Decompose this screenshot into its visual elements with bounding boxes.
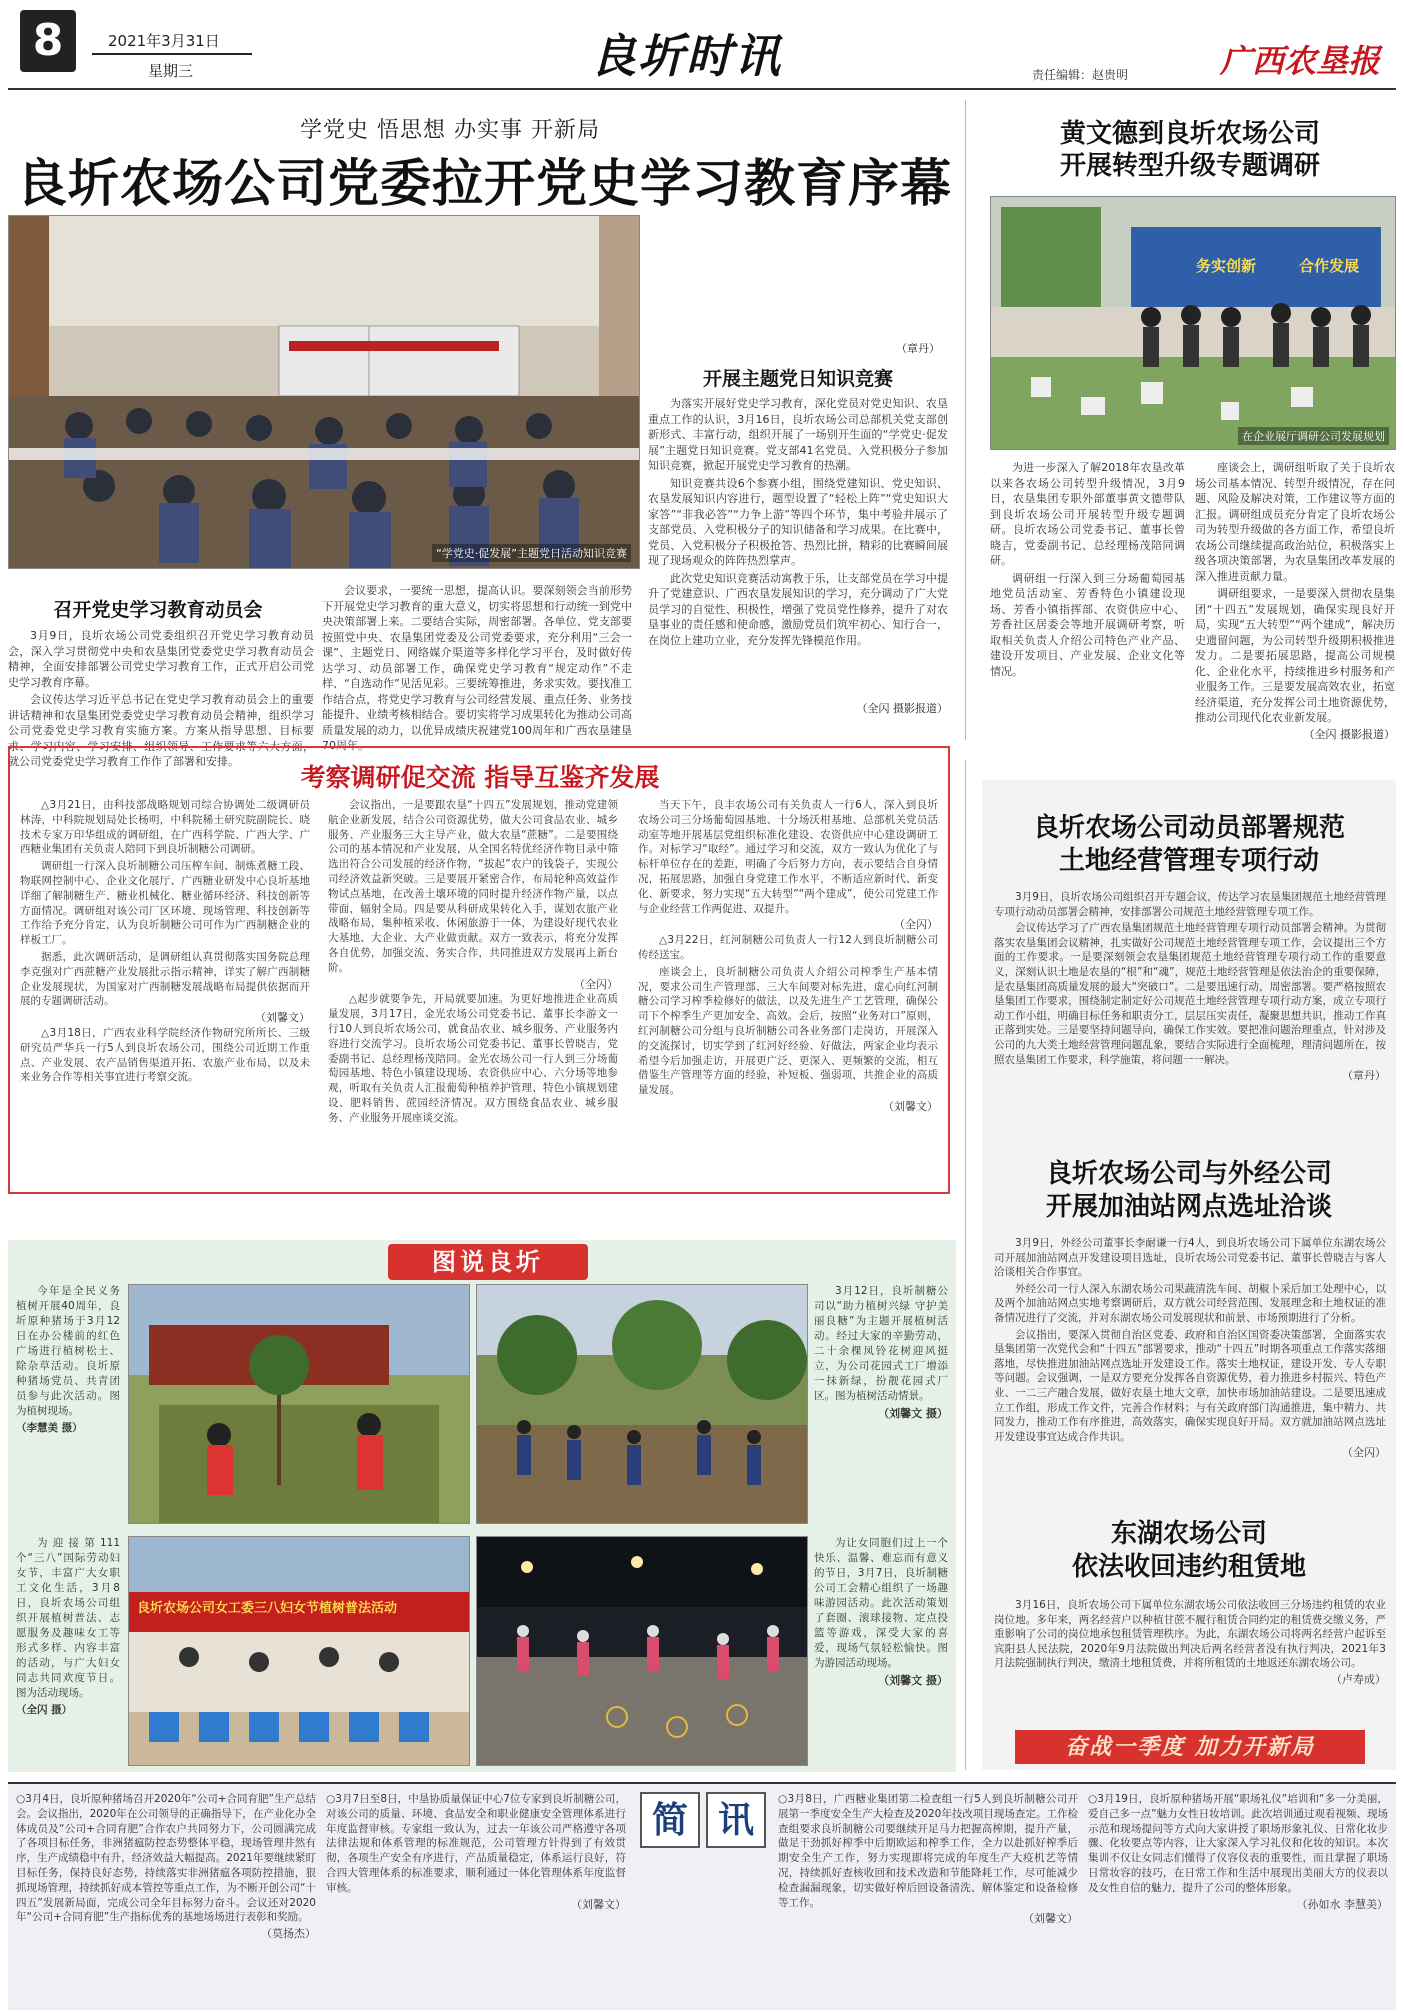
exchange-signature-4: （刘馨文）: [883, 1099, 938, 1113]
masthead: [0, 0, 1404, 86]
paragraph: 3月9日，良圻农场公司组织召开专题会议，传达学习农垦集团规范土地经营管理专项行动动员部署会精神，安排部署公司规范土地经营管理专项工作。: [994, 891, 1386, 918]
paragraph: 此次党史知识竞赛活动寓教于乐，让支部党员在学习中提升了党建意识、广西农垦发展知识的学习，充分调动了广大党员学习的自觉性、积极性，增强了党员党性修养，提升了对农垦事业的责任感和使命感，激励党员们筑牢初心、知行合一，在岗位上建功立业，充分发挥先锋模范作用。: [648, 571, 948, 647]
picture-news-section: [8, 1240, 956, 1772]
issue-weekday: 星期三: [148, 62, 194, 80]
briefs-header: [640, 1790, 770, 1848]
paragraph: 3月12日，良圻制糖公司以“助力植树兴绿 守护美丽良糖”为主题开展植树活动。经过大家的辛勤劳动，二十余棵凤铃花树迎风挺立，为公司花园式工厂增添一抹新绿，扮靓花园式厂区。图为植树活动情景。: [814, 1285, 948, 1402]
paragraph: 会议传达学习了广西农垦集团规范土地经营管理专项行动员部署会精神。为贯彻落实农垦集团会议精神，扎实做好公司规范土地经营管理专项工作，会议提出三个方面的工作要求。一是要深刻领会农垦集团规范土地经营管理专项行动工作的重要意义，深刻认识土地是农垦的“根”和“魂”，规范土地经营管理是依法治企的重要保障，是农垦集团高质量发展的最大“突破口”。二是要迅速行动，周密部署。要严格按照农垦集团工作要求，围绕制定制定好公司规范土地经营管理专项行动方案，成立专项行动工作小组，明确目标任务和职责分工，层层压实责任，凝聚思想共识，推动工作真正落到实处。三是要坚持问题导向，确保工作实效。要把准问题治理重点，针对涉及公司的九大类土地经营管理问题乱象，要结合实际进行全面梳理，理清问题所在，按照农垦集团工作要求，科学施策，将问题一一解决。: [994, 922, 1386, 1066]
brief-col1: [16, 1792, 316, 1942]
right-top-body-a: [990, 460, 1185, 681]
briefs-header-char-1: 简: [640, 1792, 700, 1848]
page-number: 8: [32, 15, 64, 66]
lead-sub1-signature: （章丹）: [896, 342, 940, 355]
lead-sub1-body-b: [322, 583, 632, 756]
paragraph: 座谈会上，良圻制糖公司负责人介绍公司榨季生产基本情况，要求公司生产管理部、三大车间要对标先进，虚心向红河制糖公司学习榨季检修好的做法，以及先进生产工艺管理，确保公司下个榨季生产更加安全、高效。会后，按照“业务对口”原则，红河制糖公司分组与良圻制糖公司各业务部门走岗访，开展深入的交流探讨，切实学到了红河好经验、好做法，两家企业均表示希望今后加强走访，开展更广泛、更深入、更频繁的交流，相互借鉴生产管理等方面的经验，补短板、强弱项，共推企业的高质量发展。: [638, 965, 938, 1097]
exchange-signature-2: （全闪）: [574, 977, 618, 991]
editor-credit: 责任编辑：赵贵明: [1032, 68, 1129, 82]
banner-text-left: 务实创新: [1196, 257, 1257, 275]
picture-item3-signature: （全闪 摄）: [16, 1704, 73, 1716]
brief-col4-signature: （孙如水 李慧美）: [1296, 1897, 1388, 1911]
lead-sub2-body: [648, 396, 948, 650]
paragraph: 会议指出，一是要跟农垦“十四五”发展规划，推动党建领航企业新发展，结合公司资源优势，做大公司食品农业、城乡服务、产业服务三大主导产业，做大农垦“蔗糖”。二是要围绕公司的基本情况和产业发展，从全国名特优经济作物目录中筛选出符合公司发展的经济作物，“拔起”农户的钱袋子，实现公司经济效益新突破。三是要展开紧密合作，布局轮种高效益作物试点基地，在改善土壤环境的同时提升经济作物产量，以点带面，辐射全局。四是要从科研成果转化入手，谋划农旅产业战略布局，集种植采收、休闲旅游于一体，为建设好现代农业大基地、大企业、大产业做贡献。双方一致表示，将充分发挥各自优势，加强交流、务实合作，共同推进双方发展再上新台阶。: [328, 799, 618, 974]
paragraph: 外经公司一行人深入东湖农场公司果蔬清洗车间、胡椒卜采后加工处理中心，以及两个加油站网点实地考察调研后，双方就公司经营范围、发展理念和土地权证的准备情况进行了交流，并对东湖农场公司发展现状和前景、市场预期进行了分析。: [994, 1282, 1386, 1324]
lead-photo-caption: “学党史·促发展”主题党日活动知识竞赛: [432, 544, 631, 562]
exchange-col1: [20, 798, 310, 1087]
paragraph: 会议传达学习近平总书记在党史学习教育动员会上的重要讲话精神和农垦集团党委党史学习教育动员会精神，组织学习公司党委党史学习教育实施方案。方案从指导思想、目标要求、学习内容、学习安排、组织领导、工作要求等六大方面，就公司党委党史学习教育工作作了部署和安排。: [8, 693, 314, 768]
event-banner-text: 良圻农场公司女工委三八妇女节植树普法活动: [137, 1601, 398, 1616]
exchange-title: 考察调研促交流 指导互鉴齐发展: [300, 763, 660, 792]
brief-col1-signature: （莫扬杰）: [261, 1927, 316, 1941]
tree-planting-image: [129, 1285, 469, 1523]
paragraph: 据悉，此次调研活动，是调研组认真贯彻落实国务院总理李克强对广西蔗糖产业发展批示指示精神，详实了解广西制糖企业发展现状，为国家对广西制糖发展战略布局提供依据而开展的专题调研活动。: [20, 950, 310, 1008]
right-mid-c-signature: （卢寿成）: [1331, 1672, 1386, 1686]
exchange-signature-1: （刘馨文）: [255, 1011, 310, 1025]
lead-kicker: 学党史 悟思想 办实事 开新局: [300, 118, 600, 143]
picture-item1-signature: （李慧美 摄）: [16, 1422, 83, 1434]
right-mid-c-title-line1: 东湖农场公司: [1110, 1519, 1267, 1549]
paragraph: △起步就要争先，开局就要加速。为更好地推进企业高质量发展，3月17日，金光农场公司党委书记、董事长李游文一行10人到良圻农场公司，就食品农业、城乡服务、产业服务内容进行交流学习。良圻农场公司党委书记、董事长曾晓吉，党委副书记、总经理杨茂陪同。金光农场公司一行人到三分场葡萄园基地、特色小镇建设现场、农资供应中心、六分场等地参观，听取有关负责人汇报葡萄种植养护管理、特色小镇规划建设、肥料销售、蔗园经济情况。双方围绕食品农业、城乡服务、产业服务开展座谈交流。: [328, 993, 618, 1124]
right-mid-b-signature: （全闪）: [1342, 1446, 1386, 1460]
exchange-col3: [638, 798, 938, 1115]
right-mid-c-title: [982, 1518, 1396, 1584]
right-mid-a-title: [982, 812, 1396, 878]
briefs-section: [8, 1782, 1396, 2010]
picture-item4-text: [814, 1536, 948, 1688]
brief-col3-signature: （刘馨文）: [1023, 1912, 1078, 1926]
paragraph: △3月18日，广西农业科学院经济作物研究所所长、三级研究员严华兵一行5人到良圻农场公司，围绕公司近期工作重点、产业发展、农产品销售渠道开拓、农旅产业布局，以及未来业务合作等相关事宜进行考察交流。: [20, 1026, 310, 1084]
right-mid-b-title-line1: 良圻农场公司与外经公司: [1045, 1159, 1332, 1189]
picture-news-header: 图说良圻: [388, 1244, 588, 1280]
lead-sub1-title: 召开党史学习教育动员会: [53, 599, 263, 621]
paragraph: ○3月19日，良圻原种猪场开展“职场礼仪”培训和“多一分美丽，爱自己多一点”魅力女性日妆培训。此次培训通过观看视频、现场示范和现场提问等方式向大家讲授了职场形象礼仪、日常化妆步骤、化妆要点等内容，让大家深入学习礼仪和化妆的知识。本次集训不仅让女同志们懂得了仪容仪表的重要性，而且掌握了职场日常妆容的技巧，在日常工作和生活中展现出美丽大方的仪表以及女性自信的魅力，提升了公司的整体形象。: [1088, 1793, 1388, 1894]
paragraph: 3月16日，良圻农场公司下属单位东湖农场公司依法收回三分场违约租赁的农业岗位地。多年来，两名经营户以种植甘蔗不履行租赁合同约定的租赁费交缴义务，严重影响了公司的岗位地承包租赁管理秩序。为此，东湖农场公司将两名经营户起诉至宾阳县人民法院，2020年9月法院做出判决后两名经营者没有执行判决，2021年3月法院强制执行判决，缴清土地租赁费，并将所租赁的土地返还东湖农场公司。: [994, 1599, 1386, 1670]
paragraph: 今年是全民义务植树开展40周年，良圻原种猪场于3月12日在办公楼前的红色广场进行植树松土、除杂草活动。良圻原种猪场党员、共青团员参与此次活动。图为植树现场。: [16, 1285, 120, 1417]
brief-col3: [778, 1792, 1078, 1927]
right-top-title-line2: 开展转型升级专题调研: [1059, 151, 1320, 181]
brief-col4: [1088, 1792, 1388, 1912]
paragraph: 为迎接第111个“三八”国际劳动妇女节，丰富广大女职工文化生活，3月8日，良圻农场公司组织开展植树普法、志愿服务及趣味女工等形式多样、内容丰富的活动，与广大妇女同志共同欢度节日。图为活动现场。: [16, 1537, 120, 1699]
top-rule: [8, 88, 1396, 90]
right-mid-a-title-line2: 土地经营管理专项行动: [1058, 846, 1319, 876]
right-mid-c-title-line2: 依法收回违约租赁地: [1071, 1552, 1306, 1582]
right-mid-b-body: [994, 1236, 1386, 1461]
paragraph: ○3月8日，广西糖业集团第二检查组一行5人到良圻制糖公司开展第一季度安全生产大检查及2020年技改项目现场查定。工作检查组要求良圻制糖公司要继续开足马力把握高榨期，提升产量，做足干劲抓好榨季中后期欧运和榨季工作，全力以赴抓好榨季后期安全生产工作，努力实现即将完成的年度生产大疫机艺等情况，持续抓好查核收回和技术改造和节能降耗工作，尽可能减少检查漏漏现象，切实做好榨后回设备清洗、解体鉴定和设备检修等工作。: [778, 1793, 1078, 1909]
paragraph: 为进一步深入了解2018年农垦改革以来各农场公司转型升级情况，3月9日，农垦集团专职外部董事黄文德带队到良圻农场公司开展转型升级专题调研。良圻农场公司党委书记、董事长曾晓吉，党委副书记、总经理杨茂陪同调研。: [990, 461, 1185, 567]
brief-col2-signature: （刘馨文）: [571, 1897, 626, 1911]
column-divider: [965, 100, 966, 740]
paragraph: 为落实开展好党史学习教育，深化党员对党史知识、农垦重点工作的认识，3月16日，良圻农场公司总部机关党支部创新形式、丰富行动，组织开展了一场别开生面的“学党史·促发展”主题党日知识竞赛。党支部41名党员、入党积极分子参加知识竞赛，掀起开展党史学习教育的热潮。: [648, 397, 948, 472]
paragraph: △3月22日，红河制糖公司负责人一行12人到良圻制糖公司传经送宝。: [638, 934, 938, 961]
picture-item2-photo: [476, 1284, 808, 1524]
banner-text-right: 合作发展: [1299, 257, 1360, 275]
right-mid-b-title-line2: 开展加油站网点选址洽谈: [1045, 1192, 1332, 1222]
right-mid-a-signature: （章丹）: [1342, 1069, 1386, 1083]
paragraph: 3月9日，良圻农场公司党委组织召开党史学习教育动员会，深入学习贯彻党中央和农垦集团党委党史学习教育动员会精神，全面安排部署公司党史学习教育工作，正式开启公司党史学习教育序幕。: [8, 629, 314, 689]
exhibition-hall-image: [991, 197, 1395, 449]
lead-sub2-title: 开展主题党日知识竞赛: [702, 368, 893, 390]
right-mid-a-title-line1: 良圻农场公司动员部署规范: [1032, 813, 1345, 843]
exchange-signature-3: （全闪）: [894, 918, 938, 932]
paragraph: 会议要求，一要统一思想，提高认识。要深刻领会当前形势下开展党史学习教育的重大意义，切实将思想和行动统一到党中央决策部署上来。二要结合实际，周密部署。各单位、党支部要按照党中央、农垦集团党委及公司党委要求，充分利用“三会一课”、主题党日、网络媒介渠道等多样化学习平台，及时做好传达学习、动员部署工作，确保党史学习教育“规定动作”不走样、“自选动作”见活见彩。三要统筹推进，务求实效。要找准工作结合点，将党史学习教育与公司经营发展、重点任务、业务技能提升、业绩考核相结合。要切实将学习成果转化为推动公司高质量发展的动力，以优异成绩庆祝建党100周年和广西农垦建垦70周年。: [322, 584, 632, 752]
paragraph: 调研组一行深入良圻制糖公司压榨车间、制炼煮糖工段、物联网控制中心、企业文化展厅、广西糖业研发中心良圻基地详细了解制糖生产、糖业机械化、糖业循环经济、科技创新等方面情况。调研组对该公司厂区环境、现场管理、科技创新等工作给予充分肯定，认为良圻制糖公司可作为广西制糖企业的样板工厂。: [20, 860, 310, 947]
right-top-title: [985, 118, 1395, 182]
paragraph: 座谈会上，调研组听取了关于良圻农场公司基本情况、转型升级情况，存在问题、风险及解决对策，工作建议等方面的汇报。调研组成员充分肯定了良圻农场公司为转型升级做的各方面工作，希望良圻农场公司继续提高政治站位，积极落实上级各项决策部署，为农垦集团改革发展的深入推进贡献力量。: [1195, 461, 1395, 583]
right-top-photo-caption: 在企业展厅调研公司发展规划: [1238, 427, 1389, 445]
right-mid-a-body: [994, 890, 1386, 1084]
briefs-header-char-2: 讯: [706, 1792, 766, 1848]
lead-photo: [8, 215, 640, 569]
paragraph: 调研组要求，一是要深入贯彻农垦集团“十四五”发展规划，确保实现良好开局，实现“五大转型”“两个建成”，解决历史遗留问题，为公司转型升级期积极推进发力。二是要拓展思路，提高公司规模化、企业化水平，持续推进乡村服务和产业服务工作。三是要发展高效农业，拓宽经济渠道，充分发挥公司土地资源优势，推动公司现代化农业新发展。: [1195, 587, 1395, 724]
right-top-title-line1: 黄文德到良圻农场公司: [1059, 119, 1320, 149]
paragraph: △3月21日，由科技部战略规划司综合协调处二级调研员林涛，中科院规划局处长杨明，中科院稀土研究院副院长、晓技术专家万印华组成的调研组，在广西科学院、广西大学、广西糖业集团有关负责人陪同下到良圻制糖公司调研。: [20, 799, 310, 856]
meeting-room-image: [9, 216, 639, 568]
lead-sub2-signature: （全闪 摄影报道）: [856, 702, 948, 715]
picture-item3-photo: [128, 1536, 470, 1766]
exchange-col2: [328, 798, 618, 1128]
womens-day-event-image: [129, 1537, 469, 1765]
picture-item3-text: [16, 1536, 120, 1718]
picture-item4-photo: [476, 1536, 808, 1766]
column-divider: [965, 760, 966, 1770]
paragraph: 3月9日，外经公司董事长李耐谦一行4人，到良圻农场公司下属单位东湖农场公司开展加油站网点开发建设项目选址，良圻农场公司党委书记、董事长曾晓吉与客人洽谈相关合作事宜。: [994, 1237, 1386, 1279]
lead-headline: 良圻农场公司党委拉开党史学习教育序幕: [16, 154, 953, 214]
slogan-banner: 奋战一季度 加力开新局: [1015, 1730, 1365, 1764]
picture-item4-signature: （刘馨文 摄）: [878, 1674, 948, 1687]
right-mid-b-title: [982, 1158, 1396, 1224]
issue-date: 2021年3月31日: [108, 32, 220, 50]
paragraph: 调研组一行深入到三分场葡萄园基地党员活动室、芳香特色小镇建设现场、芳香小镇指挥部、农资供应中心、芳香社区居委会等地开展调研考察，听取相关负责人介绍公司特色产业产品、建设开发项目、产业发展、企业文化等情况。: [990, 571, 1185, 678]
page-number-box: [20, 10, 76, 72]
paragraph: 知识竞赛共设6个参赛小组，围绕党建知识、党史知识、农垦发展知识内容进行，题型设置了“轻松上阵”“党史知识大家答”“非我必答”“力争上游”等四个环节，集中考验并展示了支部党员、入党积极分子的知识储备和学习成果。在比赛中，党员、入党积极分子积极抢答、热烈比拼，精彩的比赛瞬间展现了现场观众的阵阵热烈掌声。: [648, 476, 948, 567]
exchange-box: [8, 746, 950, 1194]
picture-item2-text: [814, 1284, 948, 1421]
garden-party-image: [477, 1537, 807, 1765]
section-title: 良圻时讯: [590, 29, 782, 83]
brief-col2: [326, 1792, 626, 1912]
picture-item1-photo: [128, 1284, 470, 1524]
tree-planting-image: [477, 1285, 807, 1523]
right-top-signature: （全闪 摄影报道）: [1303, 728, 1395, 741]
paper-logo: 广西农垦报: [1220, 42, 1381, 80]
paragraph: 当天下午，良丰农场公司有关负责人一行6人，深入到良圻农场公司三分场葡萄园基地、十分场沃柑基地、总部机关党员活动室等地开展基层党组织标准化建设、农资供应中心建设调研工作。对标学习“取经”。通过学习和交流，双方一致认为优化了与标杆单位存在的差距，明确了今后努力方向，表示要结合自身情况，拓展思路，加强自身党建工作水平，不断适应新时代、新变化、新要求，努力实现“五大转型”“两个建成”，使公司党建工作与企业经营工作两促进、双提升。: [638, 799, 938, 915]
right-top-body-b: [1195, 460, 1395, 728]
paragraph: ○3月4日，良圻原种猪场召开2020年“公司+合同育肥”生产总结会。会议指出，2020年在公司领导的正确指导下，在产业化办全体成员及“公司+合同育肥”合作农户共同努力下，公司圆满完成了各项目标任务，非洲猪瘟防控态势整体平稳，现场管理井然有序，生产成绩稳中有升，经济效益大幅提高。2021年要继续紧盯目标任务，保持良好态势，持续落实非洲猪瘟各项防控措施，狠抓现场管理，持续抓好成本管控等重点工作，为不断开创公司“十四五”发展新局面，完成公司全年目标努力奋斗。会议还对2020年“公司+合同育肥”生产指标优秀的基地场场进行表彰和奖励。: [16, 1793, 316, 1924]
masthead-rule: [92, 53, 252, 55]
paragraph: ○3月7日至8日，中垦协质量保证中心7位专家到良圻制糖公司，对该公司的质量、环境、食品安全和职业健康安全管理体系进行年度监督审核。专家组一致认为，过去一年该公司严格遵守各项法律法规和体系管理的标准规范，公司管理方针得到了有效贯彻，各项生产安全有序进行，产品质量稳定，体系运行良好，符合四大管理体系的标准要求，顺利通过一体化管理体系年度监督审核。: [326, 1793, 626, 1894]
right-mid-c-body: [994, 1598, 1386, 1688]
picture-item2-signature: （刘馨文 摄）: [878, 1407, 948, 1420]
paragraph: 会议指出，要深入贯彻自治区党委、政府和自治区国资委决策部署，全面落实农垦集团第一次党代会和“十四五”部署要求，推动“十四五”时期各项重点工作落实落细落地，尽快推进加油站网点选址开发建设工作。落实土地权证，建设开发、专人专职等问题。会议强调，一是双方要充分发挥各自资源优势，着力推进乡村振兴、特色产业、一二三产融合发展，做好农垦土地大文章，加快市场加油站建设。二是要迅速成立工作组，形成工作文件，完善合作材料；与有关政府部门沟通推进，集中精力、共同发力，推动工作有序推进，高效落实，确保实现良好开局。双方就加油站网点选址开发建设事宜达成合作共识。: [994, 1328, 1386, 1443]
right-top-photo: [990, 196, 1396, 450]
picture-item1-text: [16, 1284, 120, 1436]
paragraph: 为让女同胞们过上一个快乐、温馨、难忘而有意义的节日，3月7日，良圻制糖公司工会精心组织了一场趣味游园活动。此次活动策划了套圈、滚球接物、定点投篮等游戏，深受大家的喜爱，现场气氛轻松愉快。图为游园活动现场。: [814, 1537, 948, 1669]
